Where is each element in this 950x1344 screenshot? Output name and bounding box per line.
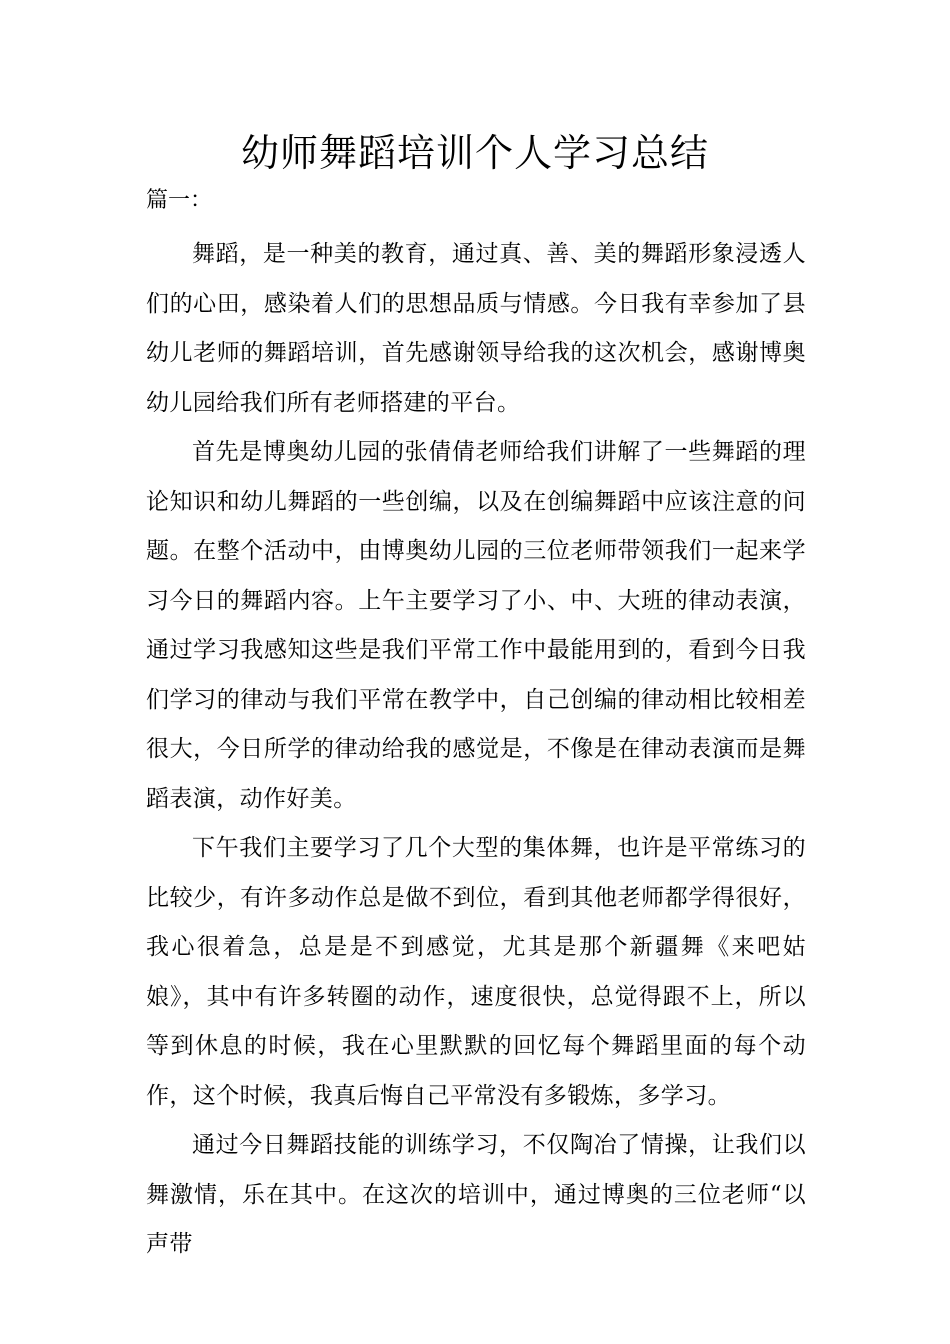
- paragraph-2: 首先是博奥幼儿园的张倩倩老师给我们讲解了一些舞蹈的理论知识和幼儿舞蹈的一些创编，以及在创编舞蹈中应该注意的问题。在整个活动中，由博奥幼儿园的三位老师带领我们一起来学习今日的舞蹈内容。上午主要学习了小、中、大班的律动表演，通过学习我感知这些是我们平常工作中最能用到的，看到今日我们学习的律动与我们平常在教学中，自己创编的律动相比较相差很大，今日所学的律动给我的感觉是，不像是在律动表演而是舞蹈表演，动作好美。: [146, 439, 806, 812]
- paragraph-3: 下午我们主要学习了几个大型的集体舞，也许是平常练习的比较少，有许多动作总是做不到位，看到其他老师都学得很好，我心很着急，总是是不到感觉，尤其是那个新疆舞《来吧姑娘》，其中有许多转圈的动作，速度很快，总觉得跟不上，所以等到休息的时候，我在心里默默的回忆每个舞蹈里面的每个动作，这个时候，我真后悔自己平常没有多锻炼，多学习。: [146, 835, 806, 1109]
- paragraph-4: 通过今日舞蹈技能的训练学习，不仅陶冶了情操，让我们以舞激情，乐在其中。在这次的培训中，通过博奥的三位老师“以声带: [146, 1132, 806, 1257]
- document-body: [146, 230, 806, 1270]
- section-label: 篇一：: [146, 188, 213, 213]
- paragraph-1: 舞蹈，是一种美的教育，通过真、善、美的舞蹈形象浸透人们的心田，感染着人们的思想品质与情感。今日我有幸参加了县幼儿老师的舞蹈培训，首先感谢领导给我的这次机会，感谢博奥幼儿园给我们所有老师搭建的平台。: [146, 241, 806, 416]
- document-title: 幼师舞蹈培训个人学习总结: [240, 131, 709, 175]
